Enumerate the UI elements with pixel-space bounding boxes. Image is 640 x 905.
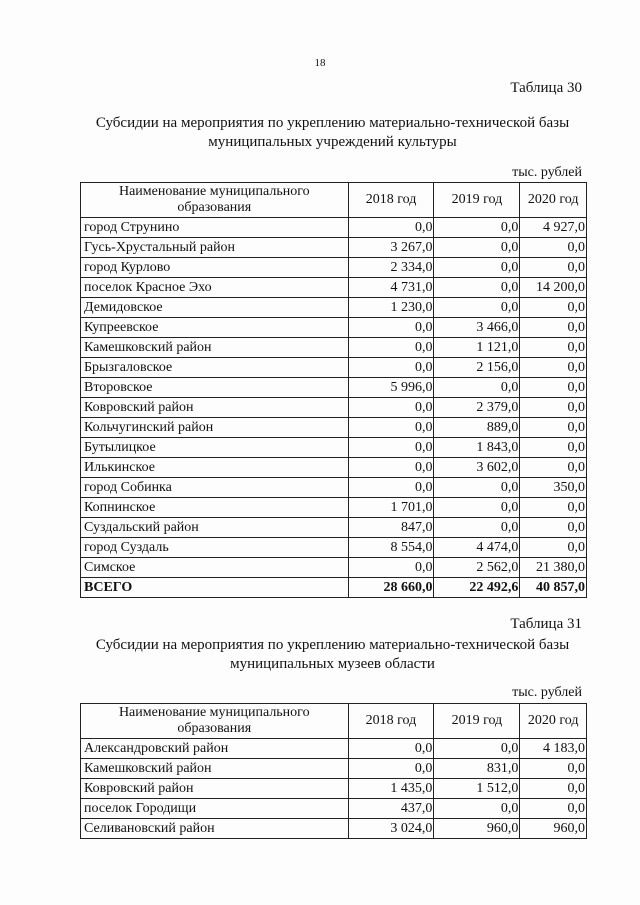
cell-2020: 4 183,0: [520, 739, 587, 759]
cell-2020: 21 380,0: [520, 558, 587, 578]
table-row: [81, 538, 587, 558]
table31-header-name: Наименование муниципального образования: [81, 704, 349, 739]
table-row: [81, 478, 587, 498]
table30-header-name: Наименование муниципального образования: [81, 183, 349, 218]
table30-header-row: [81, 183, 587, 218]
cell-2019: 960,0: [434, 819, 520, 839]
cell-2019: 0,0: [434, 238, 520, 258]
cell-name: Суздальский район: [81, 518, 349, 538]
cell-2019: 3 602,0: [434, 458, 520, 478]
table-row: [81, 438, 587, 458]
cell-name: Селивановский район: [81, 819, 349, 839]
cell-2018: 0,0: [348, 218, 434, 238]
table30-header-2018: 2018 год: [348, 183, 434, 218]
cell-2020: 350,0: [520, 478, 587, 498]
cell-2018: 4 731,0: [348, 278, 434, 298]
table31: [80, 703, 587, 839]
cell-2019: 0,0: [434, 799, 520, 819]
table-row: [81, 378, 587, 398]
table-row: [81, 398, 587, 418]
table31-title-line2: муниципальных музеев области: [230, 656, 435, 672]
total-2018: 28 660,0: [348, 578, 434, 598]
table-row: [81, 498, 587, 518]
table30: [80, 182, 587, 598]
cell-2018: 0,0: [348, 338, 434, 358]
table-row: [81, 298, 587, 318]
cell-2018: 8 554,0: [348, 538, 434, 558]
cell-2019: 4 474,0: [434, 538, 520, 558]
cell-name: Александровский район: [81, 739, 349, 759]
cell-2020: 0,0: [520, 338, 587, 358]
cell-2020: 960,0: [520, 819, 587, 839]
cell-name: Ковровский район: [81, 398, 349, 418]
cell-name: поселок Городищи: [81, 799, 349, 819]
total-2020: 40 857,0: [520, 578, 587, 598]
cell-2020: 0,0: [520, 438, 587, 458]
table-row: [81, 258, 587, 278]
cell-2020: 0,0: [520, 498, 587, 518]
table-row: [81, 218, 587, 238]
cell-2019: 1 121,0: [434, 338, 520, 358]
table-row: [81, 739, 587, 759]
cell-name: Гусь-Хрустальный район: [81, 238, 349, 258]
total-row: [81, 578, 587, 598]
cell-2020: 4 927,0: [520, 218, 587, 238]
cell-2018: 5 996,0: [348, 378, 434, 398]
table31-header-2019: 2019 год: [434, 704, 520, 739]
cell-2020: 0,0: [520, 238, 587, 258]
cell-name: Кольчугинский район: [81, 418, 349, 438]
table-row: [81, 418, 587, 438]
cell-2019: 3 466,0: [434, 318, 520, 338]
cell-2019: 0,0: [434, 739, 520, 759]
table30-label: Таблица 30: [510, 80, 582, 96]
cell-2019: 2 562,0: [434, 558, 520, 578]
cell-2020: 0,0: [520, 779, 587, 799]
cell-2020: 0,0: [520, 378, 587, 398]
cell-2018: 3 267,0: [348, 238, 434, 258]
cell-name: Илькинское: [81, 458, 349, 478]
table31-header-2018: 2018 год: [348, 704, 434, 739]
total-name: ВСЕГО: [81, 578, 349, 598]
cell-2019: 0,0: [434, 378, 520, 398]
cell-2018: 1 230,0: [348, 298, 434, 318]
cell-2018: 0,0: [348, 739, 434, 759]
cell-name: Камешковский район: [81, 759, 349, 779]
table30-unit: тыс. рублей: [512, 165, 582, 180]
table-row: [81, 819, 587, 839]
cell-2019: 0,0: [434, 518, 520, 538]
cell-name: город Собинка: [81, 478, 349, 498]
cell-2019: 0,0: [434, 278, 520, 298]
cell-2018: 0,0: [348, 478, 434, 498]
cell-2018: 847,0: [348, 518, 434, 538]
table30-header-2019: 2019 год: [434, 183, 520, 218]
cell-name: поселок Красное Эхо: [81, 278, 349, 298]
cell-2019: 2 379,0: [434, 398, 520, 418]
cell-2020: 0,0: [520, 418, 587, 438]
cell-2018: 0,0: [348, 398, 434, 418]
cell-2020: 0,0: [520, 258, 587, 278]
table-row: [81, 278, 587, 298]
table-row: [81, 518, 587, 538]
cell-2020: 0,0: [520, 358, 587, 378]
cell-name: город Суздаль: [81, 538, 349, 558]
cell-name: Второвское: [81, 378, 349, 398]
cell-2020: 0,0: [520, 298, 587, 318]
table-row: [81, 779, 587, 799]
cell-2018: 0,0: [348, 418, 434, 438]
cell-2019: 0,0: [434, 298, 520, 318]
cell-2019: 0,0: [434, 498, 520, 518]
cell-2018: 2 334,0: [348, 258, 434, 278]
cell-2018: 3 024,0: [348, 819, 434, 839]
table31-header-row: [81, 704, 587, 739]
cell-2019: 889,0: [434, 418, 520, 438]
cell-2018: 1 435,0: [348, 779, 434, 799]
table-row: [81, 238, 587, 258]
cell-2019: 831,0: [434, 759, 520, 779]
cell-name: Камешковский район: [81, 338, 349, 358]
table-row: [81, 759, 587, 779]
cell-2019: 2 156,0: [434, 358, 520, 378]
cell-2018: 0,0: [348, 759, 434, 779]
table30-title: [60, 114, 605, 152]
cell-2019: 0,0: [434, 218, 520, 238]
table-row: [81, 318, 587, 338]
cell-name: Демидовское: [81, 298, 349, 318]
table-row: [81, 458, 587, 478]
total-2019: 22 492,6: [434, 578, 520, 598]
cell-2020: 0,0: [520, 759, 587, 779]
table30-title-line1: Субсидии на мероприятия по укреплению материально-технической базы: [95, 115, 570, 131]
cell-2018: 0,0: [348, 558, 434, 578]
cell-name: город Курлово: [81, 258, 349, 278]
table-row: [81, 799, 587, 819]
cell-2019: 0,0: [434, 478, 520, 498]
table31-unit: тыс. рублей: [512, 685, 582, 700]
cell-2019: 0,0: [434, 258, 520, 278]
cell-2018: 0,0: [348, 318, 434, 338]
table30-title-line2: муниципальных учреждений культуры: [208, 134, 457, 150]
cell-2020: 0,0: [520, 458, 587, 478]
table31-header-2020: 2020 год: [520, 704, 587, 739]
cell-2019: 1 512,0: [434, 779, 520, 799]
cell-name: Купреевское: [81, 318, 349, 338]
cell-2019: 1 843,0: [434, 438, 520, 458]
cell-2020: 0,0: [520, 538, 587, 558]
cell-2018: 0,0: [348, 358, 434, 378]
table31-label: Таблица 31: [510, 616, 582, 632]
cell-2018: 1 701,0: [348, 498, 434, 518]
cell-2018: 0,0: [348, 458, 434, 478]
cell-name: город Струнино: [81, 218, 349, 238]
cell-name: Брызгаловское: [81, 358, 349, 378]
table31-title-line1: Субсидии на мероприятия по укреплению материально-технической базы: [95, 637, 570, 653]
cell-2020: 0,0: [520, 799, 587, 819]
table-row: [81, 338, 587, 358]
table-row: [81, 358, 587, 378]
cell-name: Ковровский район: [81, 779, 349, 799]
cell-name: Бутылицкое: [81, 438, 349, 458]
cell-2018: 437,0: [348, 799, 434, 819]
table30-header-2020: 2020 год: [520, 183, 587, 218]
page-number: 18: [314, 57, 326, 69]
cell-name: Копнинское: [81, 498, 349, 518]
cell-2020: 0,0: [520, 518, 587, 538]
cell-2020: 0,0: [520, 398, 587, 418]
cell-2018: 0,0: [348, 438, 434, 458]
cell-2020: 0,0: [520, 318, 587, 338]
cell-2020: 14 200,0: [520, 278, 587, 298]
cell-name: Симское: [81, 558, 349, 578]
table31-title: [60, 636, 605, 674]
table-row: [81, 558, 587, 578]
